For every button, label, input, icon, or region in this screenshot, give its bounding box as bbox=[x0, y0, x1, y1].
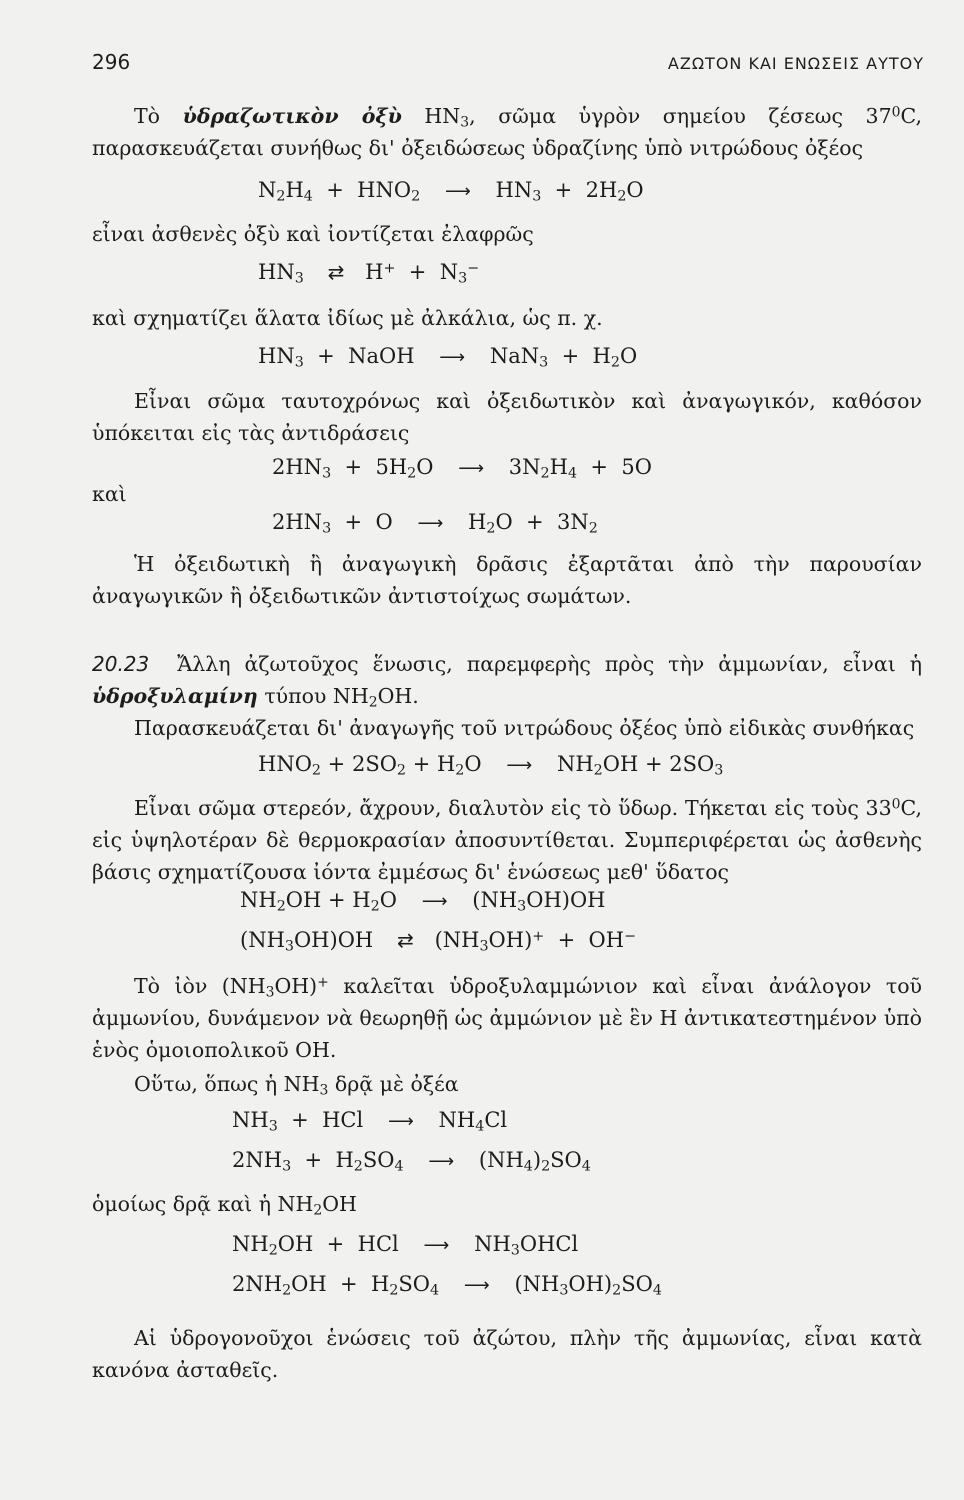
kai-label: καὶ bbox=[92, 482, 127, 506]
paragraph-preparation: Παρασκευάζεται δι' ἀναγωγῆς τοῦ νιτρώδους ὀξέος ὑπὸ εἰδικὰς συνθήκας bbox=[134, 716, 915, 740]
equation-6: $HNO_2 + 2SO_2 + H_2O$ ⟶ $NH_2OH + 2SO_3$ bbox=[258, 752, 724, 779]
running-title: ΑΖΩΤΟΝ ΚΑΙ ΕΝΩΣΕΙΣ ΑΥΤΟΥ bbox=[667, 54, 924, 73]
paragraph-dependence: Ἡ ὀξειδωτικὴ ἢ ἀναγωγικὴ δρᾶσις ἐξαρτᾶται ἀπὸ τὴν παρουσίαν ἀναγωγικῶν ἢ ὀξειδωτικῶν ἀντιστοίχως σωμάτων. bbox=[92, 552, 922, 608]
paragraph-similarly: ὁμοίως δρᾷ καὶ ἡ $NH_2OH$ bbox=[92, 1192, 357, 1219]
equation-1: $N_2H_4 + HNO_2$ ⟶ $HN_3 + 2H_2O$ bbox=[258, 178, 644, 205]
page-header bbox=[92, 50, 924, 80]
paragraph-weak-acid: εἶναι ἀσθενὲς ὀξὺ καὶ ἰοντίζεται ἐλαφρῶς bbox=[92, 222, 534, 246]
paragraph-hydrazoic-acid: Τὸ ὑδραζωτικὸν ὀξὺ $HN_3$, σῶμα ὑγρὸν σημείου ζέσεως $37^0C$, παρασκευάζεται συνήθως δι' ὀξειδώσεως ὑδραζίνης ὑπὸ νιτρώδους ὀξέος bbox=[92, 104, 922, 160]
equation-12: $2NH_2OH + H_2SO_4$ ⟶ $(NH_3OH)_2SO_4$ bbox=[232, 1272, 662, 1299]
equation-2: $HN_3$ ⇄ $H^+ + N_3^-$ bbox=[258, 260, 480, 287]
section-20-23: 20.23 Ἄλλη ἀζωτοῦχος ἕνωσις, παρεμφερὴς πρὸς τὴν ἀμμωνίαν, εἶναι ἡ ὑδροξυλαμίνη τύπου $NH_2OH$. bbox=[92, 652, 922, 711]
equation-11: $NH_2OH$ + HCl ⟶ $NH_3OHCl$ bbox=[232, 1232, 579, 1259]
paragraph-redox: Εἶναι σῶμα ταυτοχρόνως καὶ ὀξειδωτικὸν καὶ ἀναγωγικόν, καθόσον ὑπόκειται εἰς τὰς ἀντιδράσεις bbox=[92, 389, 922, 445]
section-number: 20.23 bbox=[92, 652, 150, 676]
page-number: 296 bbox=[92, 50, 131, 74]
equation-4: $2HN_3 + 5H_2O$ ⟶ $3N_2H_4 + 5O$ bbox=[272, 455, 652, 482]
paragraph-salts: καὶ σχηματίζει ἅλατα ἰδίως μὲ ἀλκάλια, ὡς π. χ. bbox=[92, 306, 603, 330]
paragraph-unstable: Αἱ ὑδρογονοῦχοι ἑνώσεις τοῦ ἀζώτου, πλὴν τῆς ἀμμωνίας, εἶναι κατὰ κανόνα ἀσταθεῖς. bbox=[92, 1326, 922, 1382]
term-hydrazoic-acid: ὑδραζωτικὸν ὀξὺ bbox=[182, 104, 402, 128]
equation-9: $NH_3$ + HCl ⟶ $NH_4Cl$ bbox=[232, 1108, 508, 1135]
paragraph-hydroxylammonium: Τὸ ἰὸν $(NH_3OH)^+$ καλεῖται ὑδροξυλαμμώνιον καὶ εἶναι ἀνάλογον τοῦ ἀμμωνίου, δυνάμενον νὰ θεωρηθῇ ὡς ἀμμώνιον μὲ ἓν Η ἀντικατεστημένον ὑπὸ ἑνὸς ὁμοιοπολικοῦ ΟΗ. bbox=[92, 974, 923, 1062]
term-hydroxylamine: ὑδροξυλαμίνη bbox=[92, 684, 258, 708]
paragraph-like-ammonia: Οὕτω, ὅπως ἡ $NH_3$ δρᾷ μὲ ὀξέα bbox=[134, 1072, 459, 1099]
equation-10: $2NH_3 + H_2SO_4$ ⟶ $(NH_4)_2SO_4$ bbox=[232, 1148, 591, 1175]
paragraph-properties: Εἶναι σῶμα στερεόν, ἄχρουν, διαλυτὸν εἰς τὸ ὕδωρ. Τήκεται εἰς τοὺς $33^0C$, εἰς ὑψηλοτέραν δὲ θερμοκρασίαν ἀποσυντίθεται. Συμπεριφέρεται ὡς ἀσθενὴς βάσις σχηματίζουσα ἰόντα ἐμμέσως δι' ἑνώσεως μεθ' ὕδατος bbox=[92, 796, 922, 884]
equation-3: $HN_3$ + NaOH ⟶ $NaN_3 + H_2O$ bbox=[258, 344, 638, 371]
equation-8: $(NH_3OH)OH$ ⇄ $(NH_3OH)^+ + OH^-$ bbox=[240, 928, 637, 955]
equation-7: $NH_2OH + H_2O$ ⟶ $(NH_3OH)OH$ bbox=[240, 888, 606, 915]
equation-5: $2HN_3 + O$ ⟶ $H_2O + 3N_2$ bbox=[272, 510, 598, 537]
